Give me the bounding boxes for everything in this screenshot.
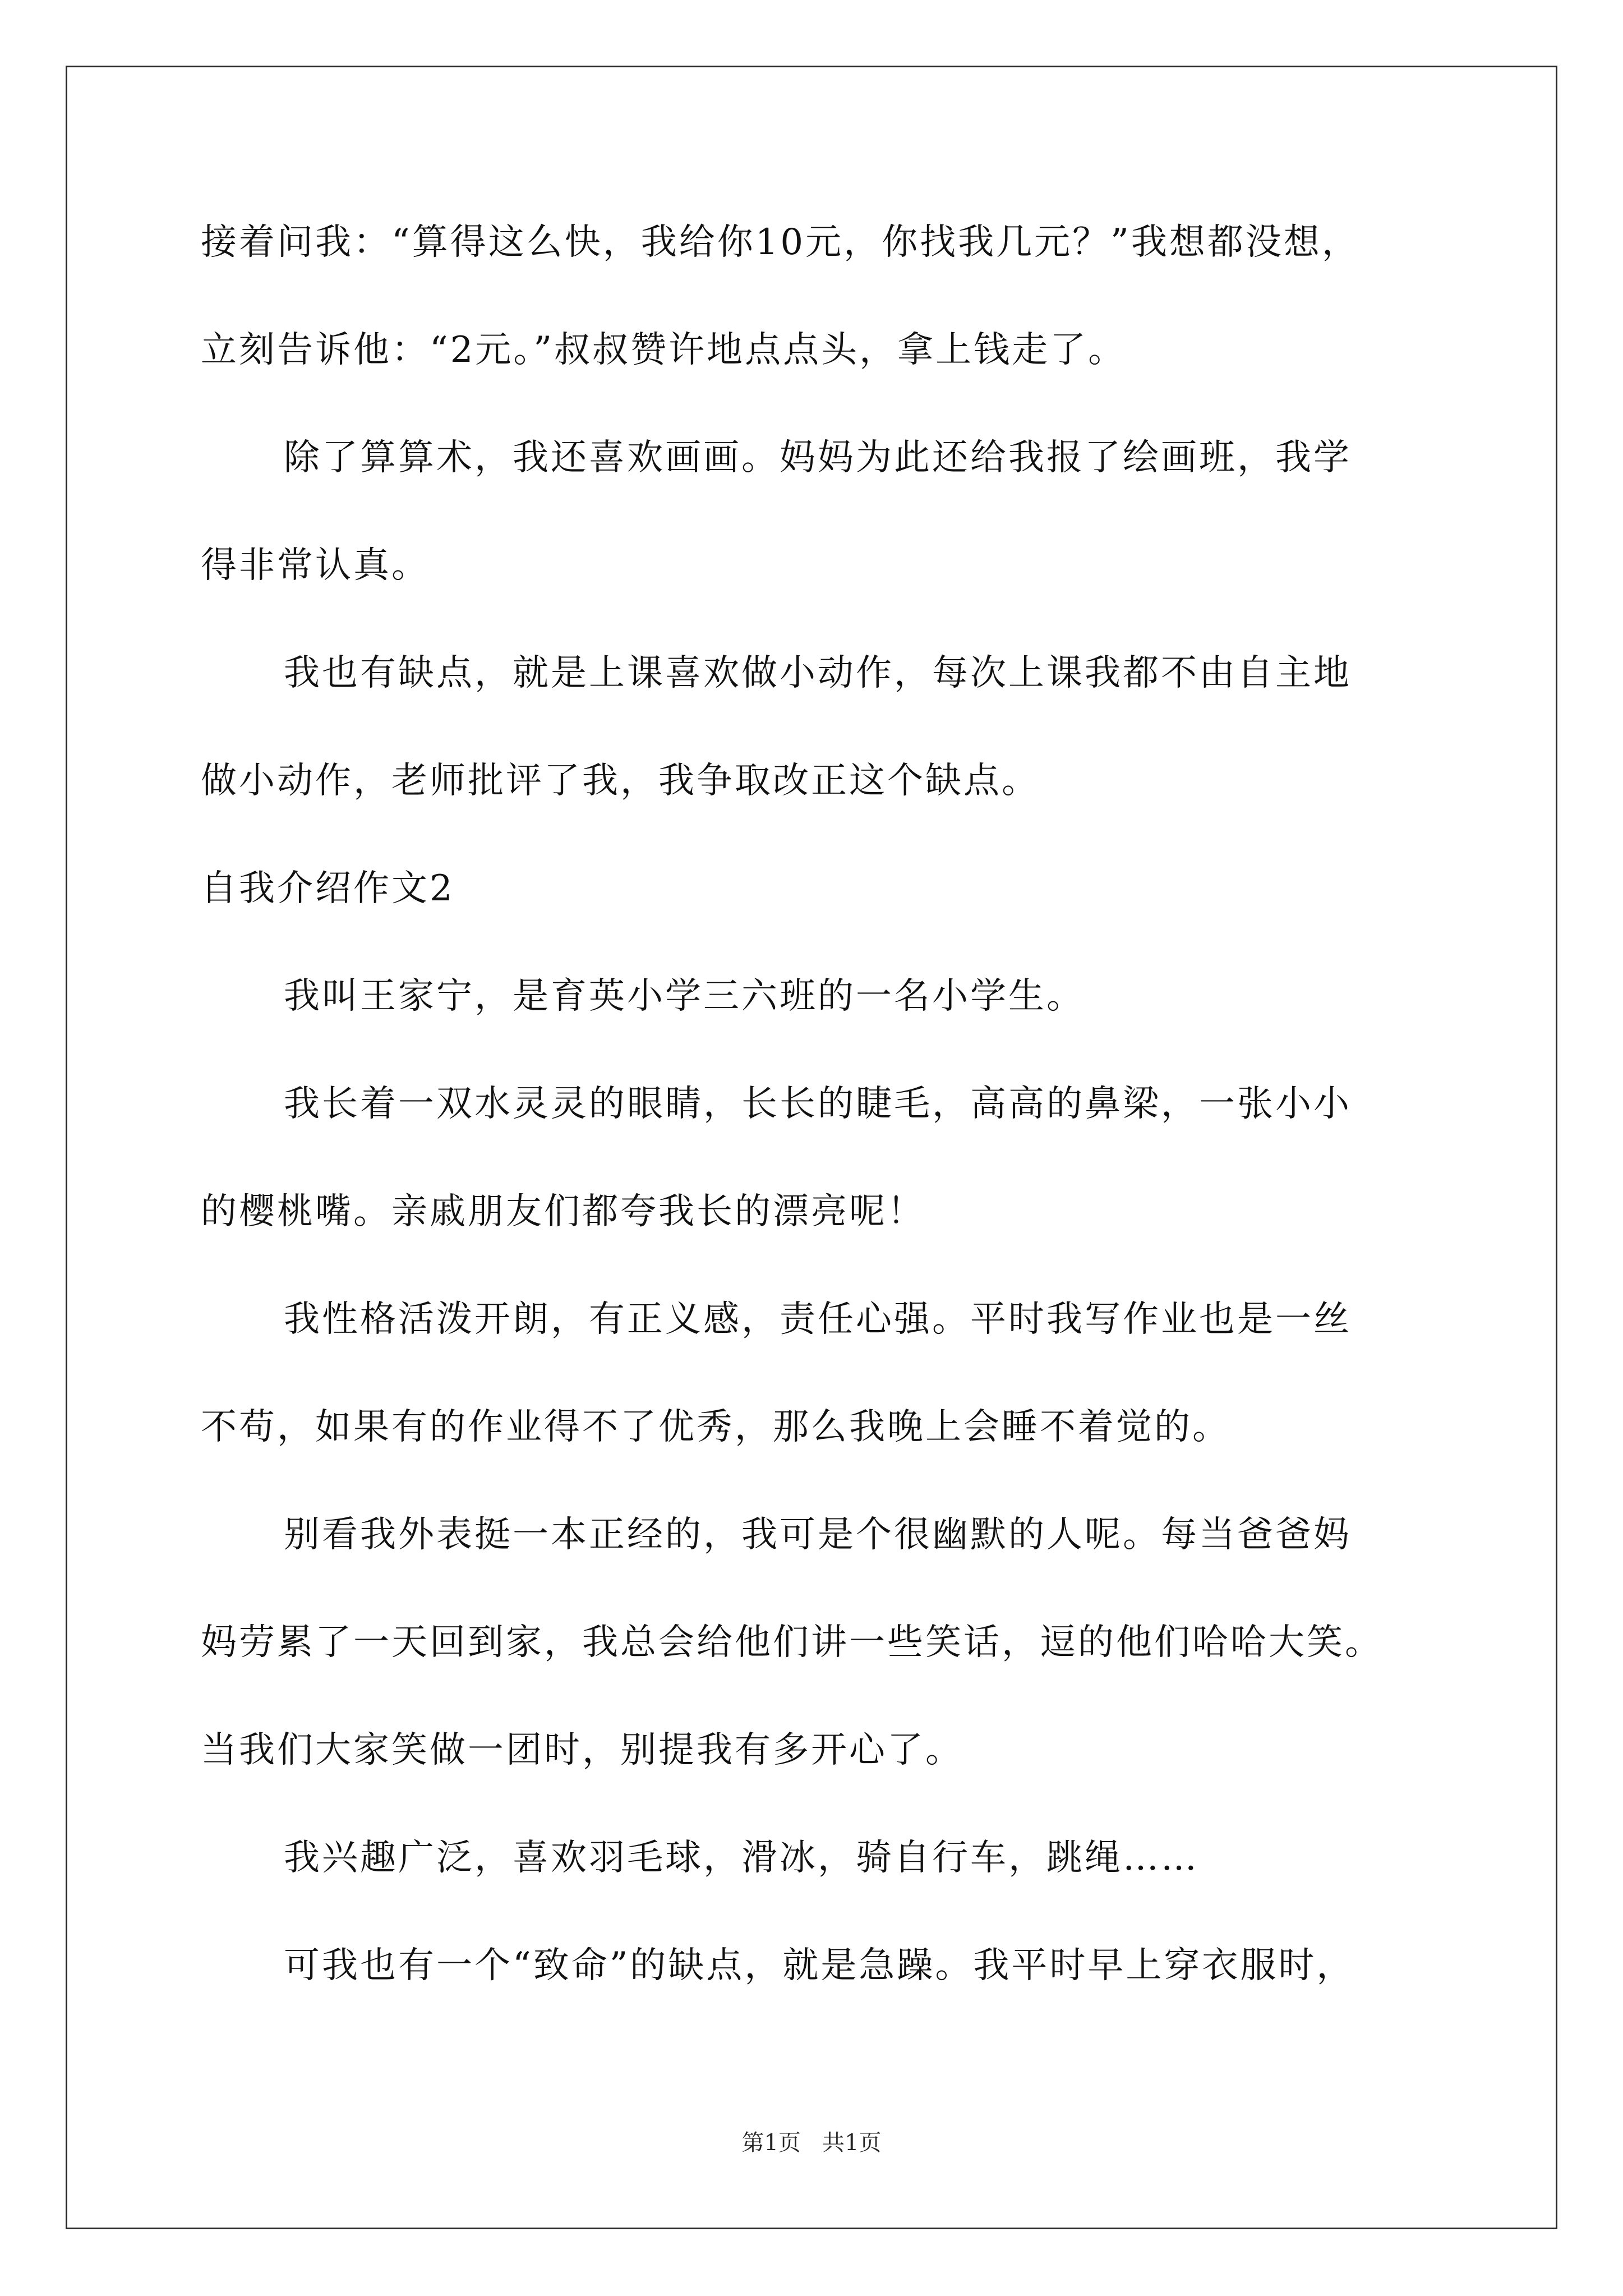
text-line-4: 得非常认真。 [201,545,430,586]
text-line-3: 除了算算术，我还喜欢画画。妈妈为此还给我报了绘画班，我学 [284,437,1352,478]
text-line-14: 妈劳累了一天回到家，我总会给他们讲一些笑话，逗的他们哈哈大笑。 [201,1622,1383,1663]
document-body [201,224,1491,2055]
text-line-12: 不苟，如果有的作业得不了优秀，那么我晚上会睡不着觉的。 [201,1406,1230,1448]
text-line-1: 接着问我：“算得这么快，我给你10元，你找我几元？”我想都没想， [201,222,1360,263]
text-line-17: 可我也有一个“致命”的缺点，就是急躁。我平时早上穿衣服时， [284,1945,1355,1986]
text-line-8: 我叫王家宁，是育英小学三六班的一名小学生。 [284,976,1085,1017]
text-line-11: 我性格活泼开朗，有正义感，责任心强。平时我写作业也是一丝 [284,1299,1352,1340]
text-line-16: 我兴趣广泛，喜欢羽毛球，滑冰，骑自行车，跳绳…… [284,1837,1199,1879]
text-line-5: 我也有缺点，就是上课喜欢做小动作，每次上课我都不由自主地 [284,652,1352,694]
page-footer: 第1页 共1页 [741,2130,882,2156]
text-line-2: 立刻告诉他：“2元。”叔叔赞许地点点头，拿上钱走了。 [201,329,1127,371]
text-line-6: 做小动作，老师批评了我，我争取改正这个缺点。 [201,760,1040,802]
text-line-13: 别看我外表挺一本正经的，我可是个很幽默的人呢。每当爸爸妈 [284,1514,1352,1556]
text-line-10: 的樱桃嘴。亲戚朋友们都夸我长的漂亮呢！ [201,1191,925,1232]
section-heading: 自我介绍作文2 [201,868,455,909]
text-line-9: 我长着一双水灵灵的眼睛，长长的睫毛，高高的鼻梁，一张小小 [284,1083,1352,1125]
text-line-15: 当我们大家笑做一团时，别提我有多开心了。 [201,1729,963,1771]
